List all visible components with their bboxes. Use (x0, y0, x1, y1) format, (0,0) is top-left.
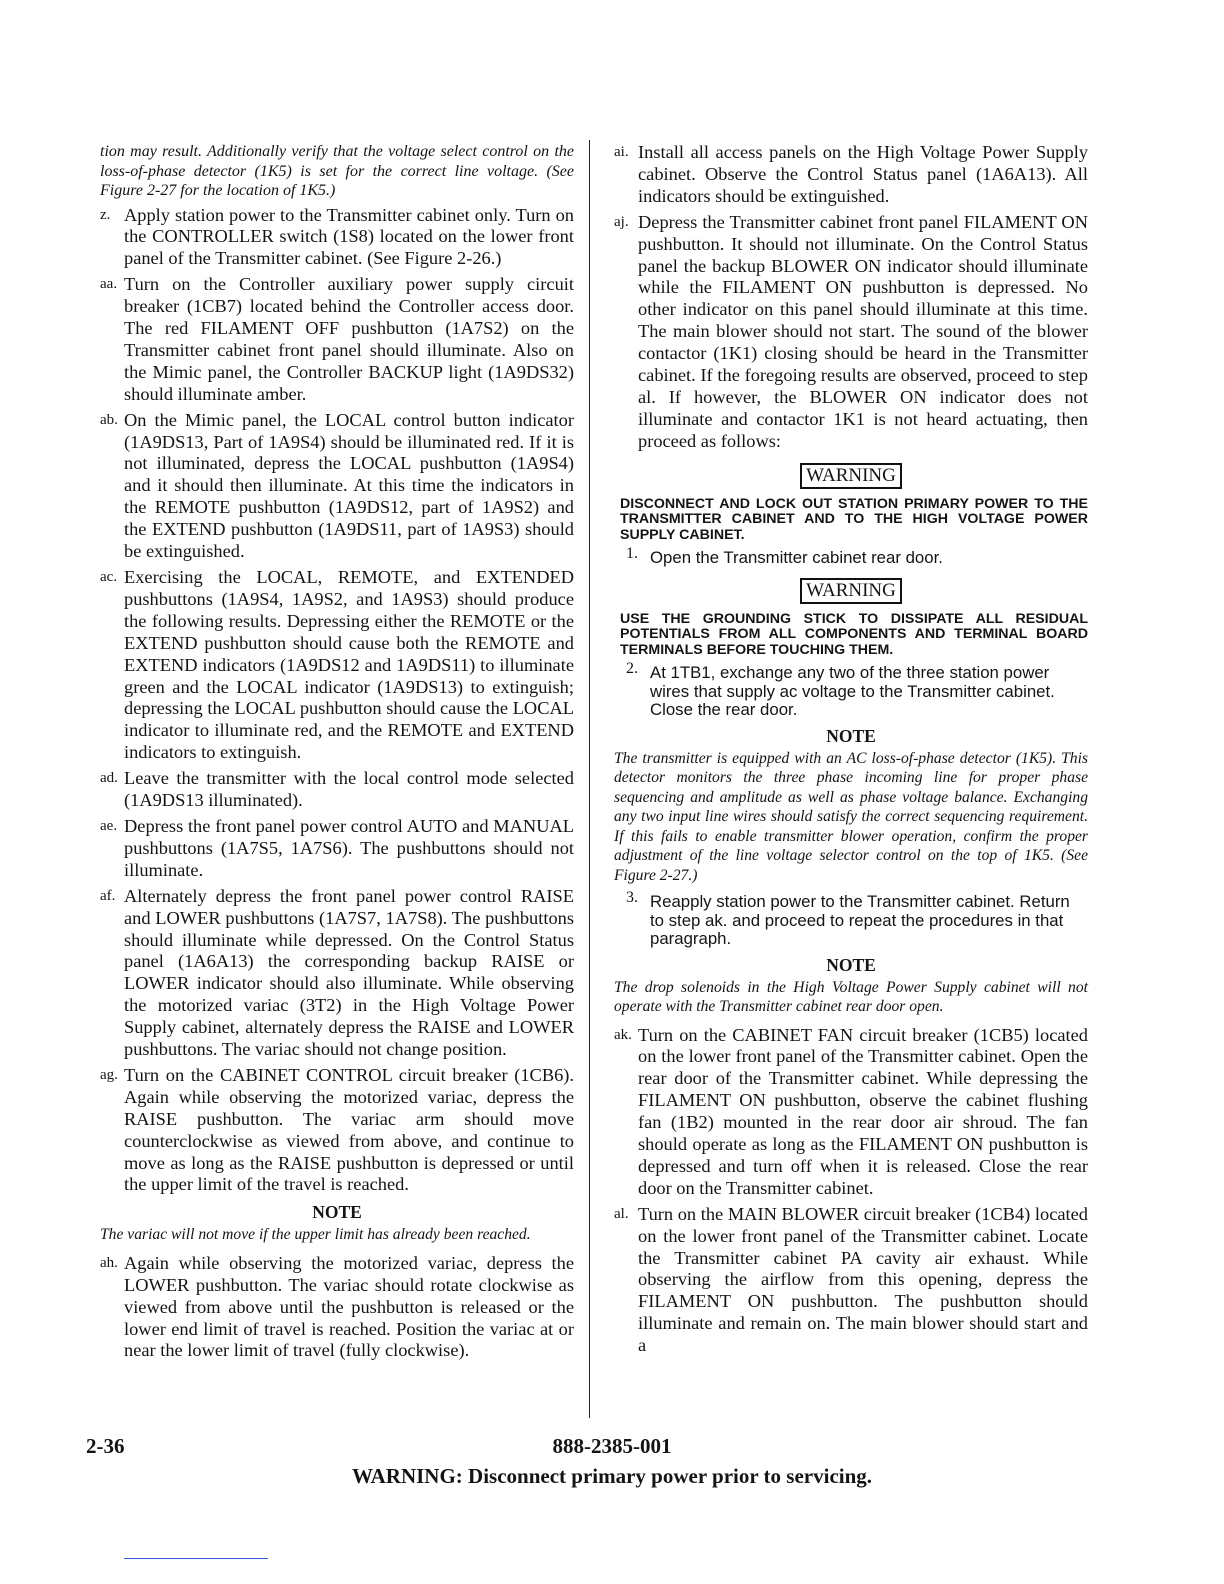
step-text: Depress the front panel power control AUTO and MANUAL pushbuttons (1A7S5, 1A7S6). The pushbuttons should not illuminate. (124, 815, 574, 880)
substep-text: Open the Transmitter cabinet rear door. (650, 548, 943, 568)
step-text: Turn on the CABINET FAN circuit breaker (1CB5) located on the lower front panel of the Transmitter cabinet. Open the rear door of the Transmitter cabinet. While depressing the FILAMENT ON pushbutton, observe the cabinet flushing fan (1B2) mounted in the rear door air shroud. The fan should operate as long as the FILAMENT ON pushbutton is depressed and turn off when it is released. Close the rear door on the Transmitter cabinet. (638, 1024, 1088, 1198)
step-text: Alternately depress the front panel power control RAISE and LOWER pushbuttons (1A7S7, 1A7S8). The pushbuttons should illuminate while depressed. On the Control Status panel (1A6A13) the corresponding backup RAISE or LOWER indicator should also illuminate. While observing the motorized variac (3T2) in the High Voltage Power Supply cabinet, alternately depress the RAISE and LOWER pushbuttons. The variac should not change position. (124, 885, 574, 1060)
step-ag: ag. Turn on the CABINET CONTROL circuit breaker (1CB6). Again while observing the motorized variac, depress the RAISE pushbutton. The variac arm should move counterclockwise as viewed from above, and continue to move as long as the RAISE pushbutton is depressed or until the upper limit of the travel is reached. (100, 1064, 574, 1195)
step-text: On the Mimic panel, the LOCAL control button indicator (1A9DS13, Part of 1A9S4) should be illuminated red. If it is not illuminated, depress the LOCAL pushbutton (1A9S4) and it should then illuminate. At this time the indicators in the REMOTE pushbutton (1A9DS12, part of 1A9S2) and the EXTEND pushbutton (1A9DS11, part of 1A9S3) should be extinguished. (124, 409, 574, 562)
warning-label: WARNING (800, 463, 902, 489)
substep-text: Reapply station power to the Transmitter cabinet. Return to step ak. and proceed to repeat the procedures in that paragraph. (650, 891, 1070, 949)
step-text: Install all access panels on the High Voltage Power Supply cabinet. Observe the Control Status panel (1A6A13). All indicators should be extinguished. (638, 142, 1088, 206)
step-text: Again while observing the motorized variac, depress the LOWER pushbutton. The variac should rotate clockwise as viewed from above until the pushbutton is released or the lower end limit of travel is reached. Position the variac at or near the lower limit of travel (fully clockwise). (124, 1252, 574, 1361)
substep-text: At 1TB1, exchange any two of the three station power wires that supply ac voltage to the Transmitter cabinet. Close the rear door. (650, 663, 1055, 720)
note-text: The variac will not move if the upper limit has already been reached. (100, 1226, 531, 1244)
step-al: al. Turn on the MAIN BLOWER circuit breaker (1CB4) located on the lower front panel of the Transmitter cabinet. Locate the Transmitter cabinet PA cavity air exhaust. While observing the airflow from this opening, depress the FILAMENT ON pushbutton. The pushbutton should illuminate and remain on. The main blower should start and a (614, 1203, 1088, 1356)
step-ad: ad. Leave the transmitter with the local control mode selected (1A9DS13 illuminated). (100, 768, 574, 811)
page-number: 2-36 (86, 1434, 125, 1458)
step-ae: ae. Depress the front panel power control AUTO and MANUAL pushbuttons (1A7S5, 1A7S6). The pushbuttons should not illuminate. (100, 815, 574, 880)
step-aa: aa. Turn on the Controller auxiliary power supply circuit breaker (1CB7) located behind the Controller access door. The red FILAMENT OFF pushbutton (1A7S2) on the Transmitter cabinet front panel should illuminate. Also on the Mimic panel, the Controller BACKUP light (1A9DS32) should illuminate amber. (100, 274, 574, 404)
right-column (614, 142, 1088, 1361)
note-text: The drop solenoids in the High Voltage Power Supply cabinet will not operate with the Transmitter cabinet rear door open. (614, 978, 1088, 1016)
substep-3: 3. Reapply station power to the Transmitter cabinet. Return to step ak. and proceed to repeat the procedures in that paragraph. (626, 888, 1070, 949)
step-text: Turn on the MAIN BLOWER circuit breaker (1CB4) located on the lower front panel of the Transmitter cabinet. Locate the Transmitter cabinet PA cavity air exhaust. While observing the airflow from this opening, depress the FILAMENT ON pushbutton. The pushbutton should illuminate and remain on. The main blower should start and a (638, 1203, 1088, 1356)
intro-paragraph: tion may result. Additionally verify that the voltage select control on the loss-of-phase detector (1K5) is set for the correct line voltage. (See Figure 2-27 for the location of 1K5.) (100, 143, 574, 199)
document-number: 888-2385-001 (552, 1434, 672, 1458)
warning-label: WARNING (800, 578, 902, 604)
step-af: af. Alternately depress the front panel power control RAISE and LOWER pushbuttons (1A7S7, 1A7S8). The pushbuttons should illuminate while depressed. On the Control Status panel (1A6A13) the corresponding backup RAISE or LOWER indicator should also illuminate. While observing the motorized variac (3T2) in the High Voltage Power Supply cabinet, alternately depress the RAISE and LOWER pushbuttons. The variac should not change position. (100, 885, 574, 1060)
step-ai: ai. Install all access panels on the High Voltage Power Supply cabinet. Observe the Control Status panel (1A6A13). All indicators should be extinguished. (614, 142, 1088, 206)
footer-warning: WARNING: Disconnect primary power prior to servicing. (351, 1464, 873, 1488)
step-aj: aj. Depress the Transmitter cabinet front panel FILAMENT ON pushbutton. It should not illuminate. On the Control Status panel the backup BLOWER ON indicator should illuminate while the FILAMENT ON pushbutton is depressed. No other indicator on this panel should illuminate at this time. The main blower should not start. The sound of the blower contactor (1K1) closing should be heard in the Transmitter cabinet. If the foregoing results are observed, proceed to step al. If however, the BLOWER ON indicator does not illuminate and contactor 1K1 is not heard actuating, then proceed as follows: (614, 211, 1088, 451)
substep-1: 1. Open the Transmitter cabinet rear door. (626, 545, 943, 568)
substep-2: 2. At 1TB1, exchange any two of the three station power wires that supply ac voltage to the Transmitter cabinet. Close the rear door. (626, 660, 1055, 720)
step-z: z. Apply station power to the Transmitter cabinet only. Turn on the CONTROLLER switch (1S8) located on the lower front panel of the Transmitter cabinet. (See Figure 2-26.) (100, 204, 574, 269)
note-heading: NOTE (826, 726, 876, 747)
step-text: Depress the Transmitter cabinet front panel FILAMENT ON pushbutton. It should not illuminate. On the Control Status panel the backup BLOWER ON indicator should illuminate while the FILAMENT ON pushbutton is depressed. No other indicator on this panel should illuminate at this time. The main blower should not start. The sound of the blower contactor (1K1) closing should be heard in the Transmitter cabinet. If the foregoing results are observed, proceed to step al. If however, the BLOWER ON indicator does not illuminate and contactor 1K1 is not heard actuating, then proceed as follows: (638, 211, 1088, 451)
column-divider (589, 140, 590, 1418)
step-text: Apply station power to the Transmitter cabinet only. Turn on the CONTROLLER switch (1S8) located on the lower front panel of the Transmitter cabinet. (See Figure 2-26.) (124, 204, 574, 269)
step-ah: ah. Again while observing the motorized variac, depress the LOWER pushbutton. The variac should rotate clockwise as viewed from above until the pushbutton is released or the lower end limit of travel is reached. Position the variac at or near the lower limit of travel (fully clockwise). (100, 1252, 574, 1361)
step-text: Turn on the CABINET CONTROL circuit breaker (1CB6). Again while observing the motorized variac, depress the RAISE pushbutton. The variac arm should move counterclockwise as viewed from above, and continue to move as long as the RAISE pushbutton is depressed or until the upper limit of the travel is reached. (124, 1064, 574, 1195)
step-ab: ab. On the Mimic panel, the LOCAL control button indicator (1A9DS13, Part of 1A9S4) should be illuminated red. If it is not illuminated, depress the LOCAL pushbutton (1A9S4) and it should then illuminate. At this time the indicators in the REMOTE pushbutton (1A9DS12, part of 1A9S2) and the EXTEND pushbutton (1A9DS11, part of 1A9S3) should be extinguished. (100, 409, 574, 562)
warning-text-2: USE THE GROUNDING STICK TO DISSIPATE ALL RESIDUAL POTENTIALS FROM ALL COMPONENTS AND TERMINAL BOARD TERMINALS BEFORE TOUCHING THEM. (620, 610, 1088, 658)
note-heading: NOTE (312, 1202, 362, 1223)
warning-text-1: DISCONNECT AND LOCK OUT STATION PRIMARY POWER TO THE TRANSMITTER CABINET AND TO THE HIGH VOLTAGE POWER SUPPLY CABINET. (620, 495, 1088, 543)
warning-box-2 (614, 578, 1088, 604)
note-heading: NOTE (826, 954, 876, 975)
footer-rule (124, 1558, 268, 1559)
left-column (100, 142, 574, 1366)
step-ak: ak. Turn on the CABINET FAN circuit breaker (1CB5) located on the lower front panel of the Transmitter cabinet. Open the rear door of the Transmitter cabinet. While depressing the FILAMENT ON pushbutton, observe the cabinet flushing fan (1B2) mounted in the rear door air shroud. The fan should operate as long as the FILAMENT ON pushbutton is depressed and turn off when it is released. Close the rear door on the Transmitter cabinet. (614, 1024, 1088, 1198)
warning-box-1 (614, 463, 1088, 489)
note-text: The transmitter is equipped with an AC loss-of-phase detector (1K5). This detector monitors the three phase incoming line for proper phase sequencing and amplitude as well as phase voltage balance. Exchanging any two input line wires should satisfy the correct sequencing requirement. If this fails to enable transmitter blower operation, confirm the proper adjustment of the line voltage selector control on the top of 1K5. (See Figure 2-27.) (614, 750, 1088, 884)
step-text: Leave the transmitter with the local control mode selected (1A9DS13 illuminated). (124, 768, 574, 811)
step-text: Exercising the LOCAL, REMOTE, and EXTENDED pushbuttons (1A9S4, 1A9S2, and 1A9S3) should produce the following results. Depressing either the REMOTE or the EXTEND pushbutton should cause both the REMOTE and EXTEND indicators (1A9DS12 and 1A9DS11) to illuminate green and the LOCAL indicator (1A9DS13) to extinguish; depressing the LOCAL pushbutton should cause the LOCAL indicator to illuminate red, and the REMOTE and EXTEND indicators to extinguish. (124, 567, 574, 763)
step-ac: ac. Exercising the LOCAL, REMOTE, and EXTENDED pushbuttons (1A9S4, 1A9S2, and 1A9S3) should produce the following results. Depressing either the REMOTE or the EXTEND pushbutton should cause both the REMOTE and EXTEND indicators (1A9DS12 and 1A9DS11) to illuminate green and the LOCAL indicator (1A9DS13) to extinguish; depressing the LOCAL pushbutton should cause the LOCAL indicator to illuminate red, and the REMOTE and EXTEND indicators to extinguish. (100, 567, 574, 763)
step-text: Turn on the Controller auxiliary power supply circuit breaker (1CB7) located behind the Controller access door. The red FILAMENT OFF pushbutton (1A7S2) on the Transmitter cabinet front panel should illuminate. Also on the Mimic panel, the Controller BACKUP light (1A9DS32) should illuminate amber. (124, 274, 574, 404)
